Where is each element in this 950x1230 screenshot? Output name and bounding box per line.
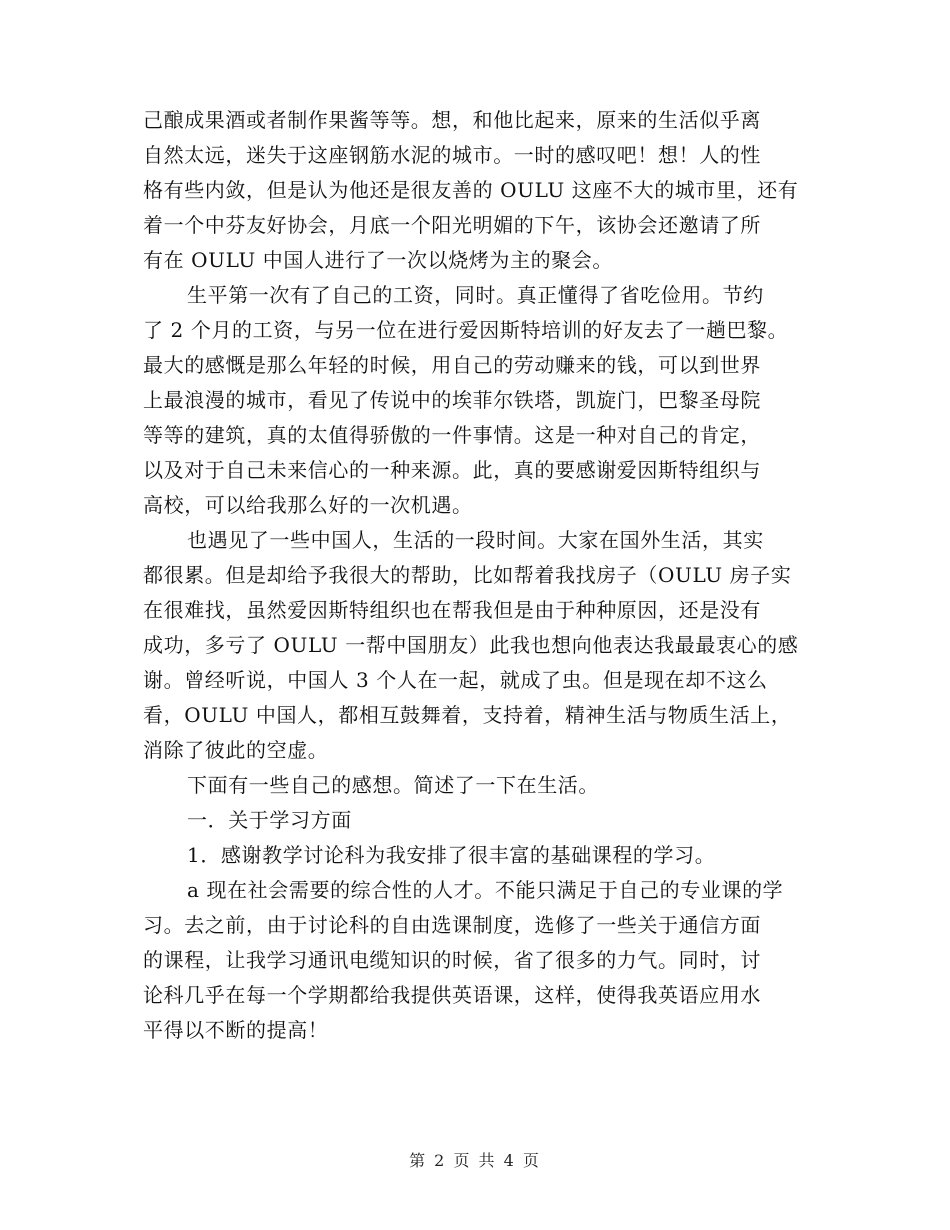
text-line: 平得以不断的提高！ xyxy=(143,1018,329,1042)
document-body xyxy=(143,103,808,1048)
text-line: 上最浪漫的城市，看见了传说中的埃菲尔铁塔，凯旋门，巴黎圣母院 xyxy=(143,388,761,412)
text-line: 的课程，让我学习通讯电缆知识的时候，省了很多的力气。同时，讨 xyxy=(143,948,761,972)
text-line: 看，OULU 中国人，都相互鼓舞着，支持着，精神生活与物质生活上， xyxy=(143,703,792,727)
paragraph-start-line: 生平第一次有了自己的工资，同时。真正懂得了省吃俭用。节约 xyxy=(187,283,764,307)
text-line: 最大的感慨是那么年轻的时候，用自己的劳动赚来的钱，可以到世界 xyxy=(143,353,761,377)
text-line: 高校，可以给我那么好的一次机遇。 xyxy=(143,493,473,517)
page-number-footer: 第 2 页 共 4 页 xyxy=(409,1151,541,1170)
text-line: 论科几乎在每一个学期都给我提供英语课，这样，使得我英语应用水 xyxy=(143,983,761,1007)
text-line: 习。去之前，由于讨论科的自由选课制度，选修了一些关于通信方面 xyxy=(143,913,761,937)
paragraph-start-line: a 现在社会需要的综合性的人才。不能只满足于自己的专业课的学 xyxy=(187,878,784,902)
text-line: 都很累。但是却给予我很大的帮助，比如帮着我找房子（OULU 房子实 xyxy=(143,563,792,587)
paragraph-start-line: 下面有一些自己的感想。简述了一下在生活。 xyxy=(187,773,599,797)
text-line: 谢。曾经听说，中国人 3 个人在一起，就成了虫。但是现在却不这么 xyxy=(143,668,768,692)
text-line: 在很难找，虽然爱因斯特组织也在帮我但是由于种种原因，还是没有 xyxy=(143,598,761,622)
text-line: 了 2 个月的工资，与另一位在进行爱因斯特培训的好友去了一趟巴黎。 xyxy=(143,318,789,342)
text-line: 己酿成果酒或者制作果酱等等。想，和他比起来，原来的生活似乎离 xyxy=(143,108,761,132)
text-line: 格有些内敛，但是认为他还是很友善的 OULU 这座不大的城市里，还有 xyxy=(143,178,799,202)
text-line: 着一个中芬友好协会，月底一个阳光明媚的下午，该协会还邀请了所 xyxy=(143,213,761,237)
text-line: 自然太远，迷失于这座钢筋水泥的城市。一时的感叹吧！想！人的性 xyxy=(143,143,761,167)
text-line: 有在 OULU 中国人进行了一次以烧烤为主的聚会。 xyxy=(143,248,614,272)
numbered-item: 1．感谢教学讨论科为我安排了很丰富的基础课程的学习。 xyxy=(187,843,716,867)
paragraph-start-line: 也遇见了一些中国人，生活的一段时间。大家在国外生活，其实 xyxy=(187,528,764,552)
text-line: 消除了彼此的空虚。 xyxy=(143,738,329,762)
text-line: 成功，多亏了 OULU 一帮中国朋友）此我也想向他表达我最最衷心的感 xyxy=(143,633,799,657)
section-heading: 一．关于学习方面 xyxy=(187,808,352,832)
text-line: 以及对于自己未来信心的一种来源。此，真的要感谢爱因斯特组织与 xyxy=(143,458,761,482)
text-line: 等等的建筑，真的太值得骄傲的一件事情。这是一种对自己的肯定， xyxy=(143,423,761,447)
